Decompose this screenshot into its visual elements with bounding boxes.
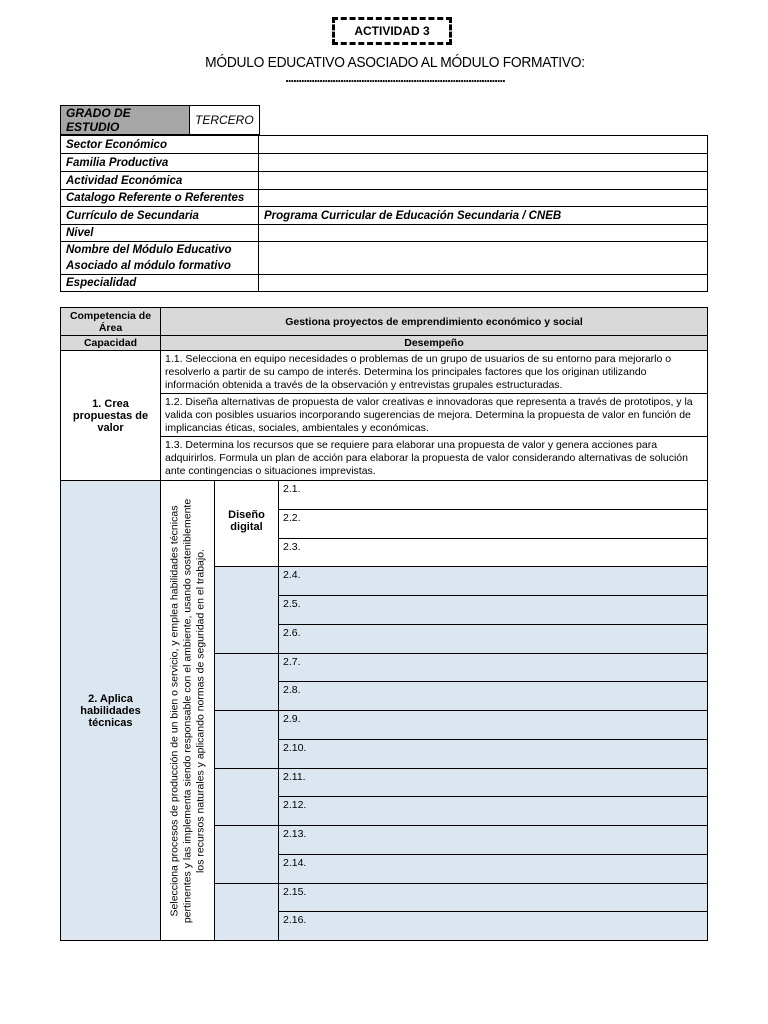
info-row bbox=[61, 190, 708, 207]
info-label: Especialidad bbox=[61, 275, 259, 292]
subarea-cell[interactable] bbox=[215, 883, 279, 941]
desempeno-1-1: 1.1. Selecciona en equipo necesidades o problemas de un grupo de usuarios de su entorno para mejorarlo o resolverlo a partir de su campo de interés. Determina los principales factores que los originan utilizando información obtenida a través de la observación y entrevistas grupales estructuradas. bbox=[161, 351, 708, 394]
info-label: Catalogo Referente o Referentes bbox=[61, 190, 259, 207]
info-label: Familia Productiva bbox=[61, 154, 259, 172]
info-label: Actividad Económica bbox=[61, 172, 259, 190]
indicator-cell[interactable]: 2.14. bbox=[279, 854, 708, 883]
competencia-label: Competencia de Área bbox=[61, 308, 161, 336]
indicator-cell[interactable]: 2.1. bbox=[279, 481, 708, 510]
competency-table bbox=[60, 307, 708, 941]
subarea-cell[interactable] bbox=[215, 653, 279, 711]
title-fill-line: .................................................................................... bbox=[285, 70, 505, 85]
indicator-cell[interactable]: 2.15. bbox=[279, 883, 708, 912]
indicator-cell[interactable]: 2.12. bbox=[279, 797, 708, 826]
grado-value: TERCERO bbox=[190, 106, 260, 135]
info-value[interactable] bbox=[259, 225, 708, 242]
document-title: MÓDULO EDUCATIVO ASOCIADO AL MÓDULO FORMATIVO: bbox=[205, 54, 585, 71]
capacity-2-description-text: Selecciona procesos de producción de un bien o servicio, y emplea habilidades técnicas pertinentes y las implementa siendo responsable con el ambiente, usando sosteniblemente los recursos naturales y aplicando normas de seguridad en el trabajo. bbox=[168, 498, 206, 923]
indicator-cell[interactable]: 2.11. bbox=[279, 768, 708, 797]
table-row bbox=[61, 481, 708, 510]
indicator-cell[interactable]: 2.8. bbox=[279, 682, 708, 711]
capacity-2-description bbox=[161, 481, 215, 941]
capacidad-header: Capacidad bbox=[61, 336, 161, 351]
subarea-label: Diseño digital bbox=[215, 481, 279, 567]
indicator-cell[interactable]: 2.5. bbox=[279, 596, 708, 625]
indicator-cell[interactable]: 2.7. bbox=[279, 653, 708, 682]
indicator-cell[interactable]: 2.9. bbox=[279, 711, 708, 740]
info-label: Nivel bbox=[61, 225, 259, 242]
activity-label: ACTIVIDAD 3 bbox=[332, 17, 452, 45]
indicator-cell[interactable]: 2.3. bbox=[279, 538, 708, 567]
desempeno-1-3: 1.3. Determina los recursos que se requiere para elaborar una propuesta de valor y genera acciones para adquirirlos. Formula un plan de acción para elaborar la propuesta de valor considerando alternativas de solución ante contingencias o situaciones imprevistas. bbox=[161, 437, 708, 481]
info-row bbox=[61, 172, 708, 190]
indicator-cell[interactable]: 2.6. bbox=[279, 624, 708, 653]
subarea-cell[interactable] bbox=[215, 768, 279, 826]
info-label: Nombre del Módulo Educativo Asociado al módulo formativo bbox=[61, 242, 259, 275]
info-row bbox=[61, 207, 708, 225]
info-value[interactable] bbox=[259, 275, 708, 292]
indicator-cell[interactable]: 2.10. bbox=[279, 739, 708, 768]
indicator-cell[interactable]: 2.13. bbox=[279, 826, 708, 855]
info-value[interactable]: Programa Curricular de Educación Secundaria / CNEB bbox=[259, 207, 708, 225]
info-table bbox=[60, 135, 708, 292]
info-value[interactable] bbox=[259, 242, 708, 275]
info-row bbox=[61, 154, 708, 172]
indicator-cell[interactable]: 2.4. bbox=[279, 567, 708, 596]
info-value[interactable] bbox=[259, 190, 708, 207]
info-row bbox=[61, 275, 708, 292]
subarea-cell[interactable] bbox=[215, 826, 279, 884]
indicator-cell[interactable]: 2.16. bbox=[279, 912, 708, 941]
indicator-cell[interactable]: 2.2. bbox=[279, 509, 708, 538]
info-row bbox=[61, 242, 708, 275]
info-value[interactable] bbox=[259, 154, 708, 172]
grado-label: GRADO DE ESTUDIO bbox=[61, 106, 190, 135]
competencia-value: Gestiona proyectos de emprendimiento económico y social bbox=[161, 308, 708, 336]
info-label: Currículo de Secundaria bbox=[61, 207, 259, 225]
desempeno-header: Desempeño bbox=[161, 336, 708, 351]
info-row bbox=[61, 136, 708, 154]
info-value[interactable] bbox=[259, 172, 708, 190]
info-value[interactable] bbox=[259, 136, 708, 154]
capacity-1: 1. Crea propuestas de valor bbox=[61, 351, 161, 481]
desempeno-1-2: 1.2. Diseña alternativas de propuesta de valor creativas e innovadoras que representa a través de prototipos, y la valida con posibles usuarios incorporando sugerencias de mejora. Determina la propuesta de valor en función de implicancias éticas, sociales, ambientales y económicas. bbox=[161, 394, 708, 437]
info-row bbox=[61, 225, 708, 242]
subarea-cell[interactable] bbox=[215, 711, 279, 769]
grado-table bbox=[60, 105, 260, 135]
subarea-cell[interactable] bbox=[215, 567, 279, 653]
info-label: Sector Económico bbox=[61, 136, 259, 154]
capacity-2: 2. Aplica habilidades técnicas bbox=[61, 481, 161, 941]
